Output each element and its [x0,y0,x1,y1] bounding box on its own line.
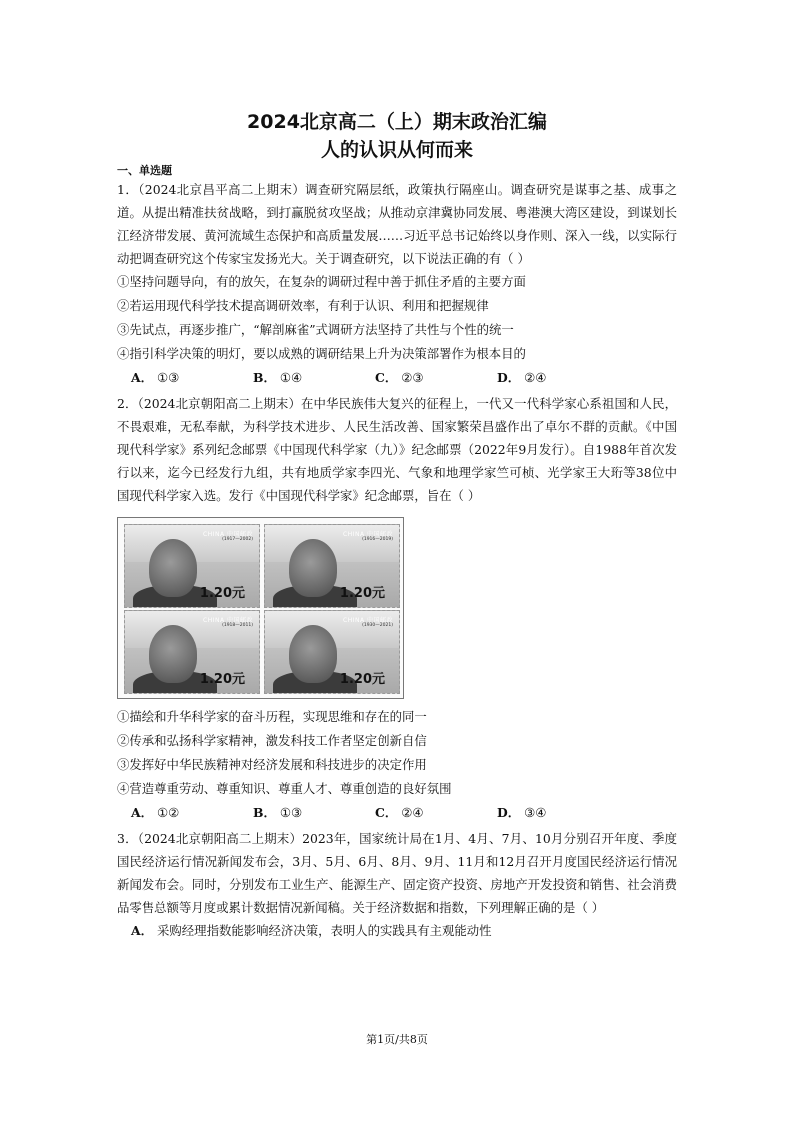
question-3-stem: 3．（2024北京朝阳高二上期末）2023年，国家统计局在1月、4月、7月、10月分别召开年度、季度国民经济运行情况新闻发布会，3月、5月、6月、8月、9月、11月和12月召开月度国民经济运行情况新闻发布会。同时，分别发布工业生产、能源生产、固定资产投资、房地产开发投资和销售、社会消费品零售总额等月度或累计数据情况新闻稿。关于经济数据和指数，下列理解正确的是（ ） [117,831,677,915]
title-block [0,108,794,164]
question-2-item-3: ③发挥好中华民族精神对经济发展和科技进步的决定作用 [117,757,427,772]
question-1-item-1: ①坚持问题导向，有的放矢，在复杂的调研过程中善于抓住矛盾的主要方面 [117,274,526,289]
document-title: 2024北京高二（上）期末政治汇编 [247,111,547,133]
question-3-options [117,919,677,943]
question-1-option-c: C． ②③ [375,370,424,385]
question-2-options [117,801,677,825]
portrait-icon [289,539,337,597]
stamp-sheet-image [117,517,404,699]
question-3-option-a: A． 采购经理指数能影响经济决策，表明人的实践具有主观能动性 [131,923,492,938]
stamp-1: CHINA 中国邮政 (1917—2002) 1.20元 [124,524,260,608]
page-number: 第1页/共8页 [366,1033,428,1046]
questions-body [117,176,677,943]
section-heading: 一、单选题 [117,164,172,177]
question-2 [117,392,677,825]
question-3 [117,827,677,943]
question-2-option-d: D． ③④ [497,805,547,820]
question-1-option-a: A． ①③ [131,370,180,385]
stamp-4: CHINA 中国邮政 (1930—2021) 1.20元 [264,610,400,694]
question-1-option-b: B． ①④ [253,370,303,385]
question-1-item-2: ②若运用现代科学技术提高调研效率，有利于认识、利用和把握规律 [117,298,489,313]
portrait-icon [149,625,197,683]
question-1-stem: 1．（2024北京昌平高二上期末）调查研究隔层纸，政策执行隔座山。调查研究是谋事之基、成事之道。从提出精准扶贫战略，到打赢脱贫攻坚战；从推动京津冀协同发展、粤港澳大湾区建设，到谋划长江经济带发展、黄河流域生态保护和高质量发展……习近平总书记始终以身作则、深入一线，以实际行动把调查研究这个传家宝发扬光大。关于调查研究，以下说法正确的有（ ） [117,182,677,266]
portrait-icon [289,625,337,683]
question-2-item-4: ④营造尊重劳动、尊重知识、尊重人才、尊重创造的良好氛围 [117,781,452,796]
question-2-option-c: C． ②④ [375,805,424,820]
stamp-2: CHINA 中国邮政 (1916—2019) 1.20元 [264,524,400,608]
question-2-item-2: ②传承和弘扬科学家精神，激发科技工作者坚定创新自信 [117,733,427,748]
question-2-item-1: ①描绘和升华科学家的奋斗历程，实现思维和存在的同一 [117,709,427,724]
question-1-item-3: ③先试点，再逐步推广，“解剖麻雀”式调研方法坚持了共性与个性的统一 [117,322,514,337]
question-2-option-a: A． ①② [131,805,180,820]
question-2-option-b: B． ①③ [253,805,303,820]
question-1-option-d: D． ②④ [497,370,547,385]
question-2-stem: 2．（2024北京朝阳高二上期末）在中华民族伟大复兴的征程上，一代又一代科学家心系祖国和人民，不畏艰难，无私奉献，为科学技术进步、人民生活改善、国家繁荣昌盛作出了卓尔不群的贡献。《中国现代科学家》系列纪念邮票《中国现代科学家（九）》纪念邮票（2022年9月发行）。自1988年首次发行以来，迄今已经发行九组，共有地质学家李四光、气象和地理学家竺可桢、光学家王大珩等38位中国现代科学家入选。发行《中国现代科学家》纪念邮票，旨在（ ） [117,396,677,503]
question-1-options [117,366,677,390]
stamp-3: CHINA 中国邮政 (1918—2011) 1.20元 [124,610,260,694]
question-1 [117,178,677,390]
document-subtitle: 人的认识从何而来 [320,139,473,161]
portrait-icon [149,539,197,597]
question-1-item-4: ④指引科学决策的明灯，要以成熟的调研结果上升为决策部署作为根本目的 [117,346,526,361]
